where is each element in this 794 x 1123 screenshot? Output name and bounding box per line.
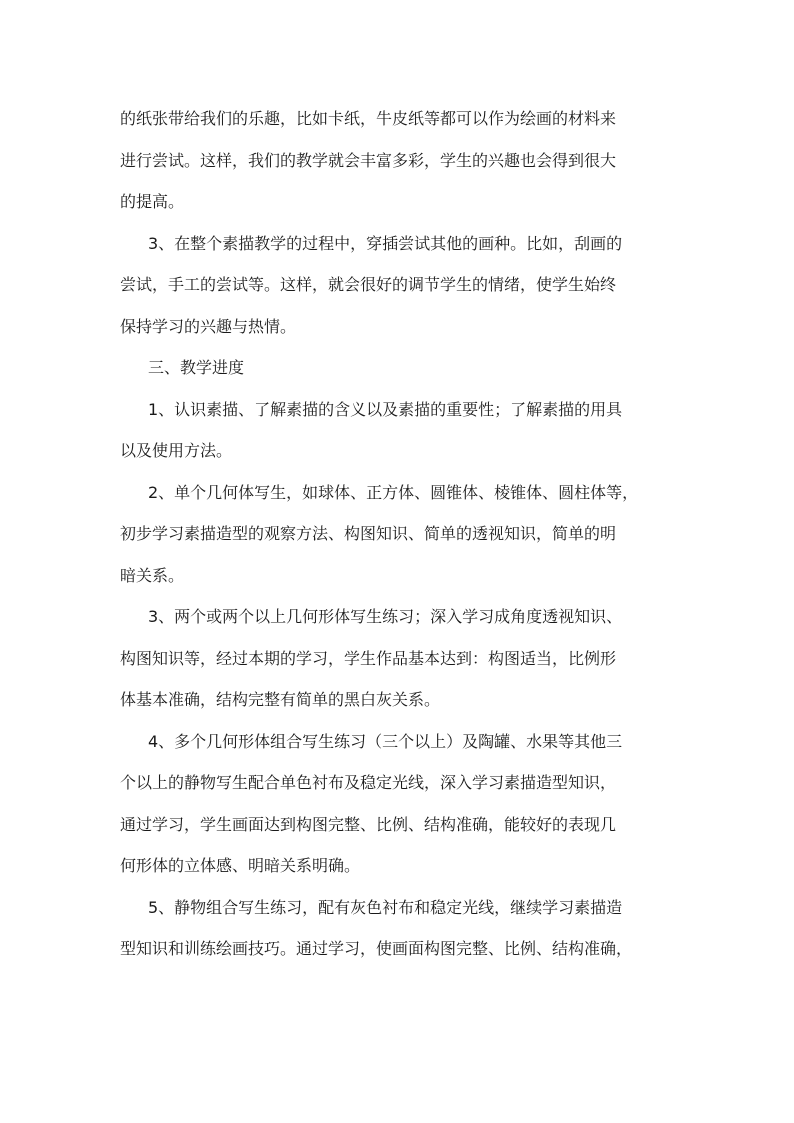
text-line: 型知识和训练绘画技巧。通过学习，使画面构图完整、比例、结构准确， — [120, 939, 633, 958]
text-line: 暗关系。 — [120, 565, 185, 585]
progress-item-2: 2、单个几何体写生，如球体、正方体、圆锥体、棱锥体、圆柱体等， — [148, 482, 639, 502]
paragraph-3-start: 3、在整个素描教学的过程中，穿插尝试其他的画种。比如，刮画的 — [148, 233, 623, 253]
progress-item-1: 1、认识素描、了解素描的含义以及素描的重要性；了解素描的用具 — [148, 399, 623, 419]
progress-item-3: 3、两个或两个以上几何形体写生练习；深入学习成角度透视知识、 — [148, 607, 623, 626]
document-body — [120, 98, 676, 970]
progress-item-4: 4、多个几何形体组合写生练习（三个以上）及陶罐、水果等其他三 — [148, 731, 623, 751]
text-line: 体基本准确，结构完整有简单的黑白灰关系。 — [120, 690, 441, 709]
text-line: 保持学习的兴趣与热情。 — [120, 316, 297, 336]
text-line: 个以上的静物写生配合单色衬布及稳定光线，深入学习素描造型知识， — [120, 773, 617, 792]
text-line: 尝试，手工的尝试等。这样，就会很好的调节学生的情绪，使学生始终 — [120, 275, 617, 294]
text-line: 构图知识等，经过本期的学习，学生作品基本达到：构图适当，比例形 — [120, 648, 617, 668]
text-line: 以及使用方法。 — [120, 441, 233, 460]
section-heading-teaching-progress: 三、教学进度 — [148, 358, 245, 377]
progress-item-5: 5、静物组合写生练习，配有灰色衬布和稳定光线，继续学习素描造 — [148, 897, 623, 917]
text-line: 的提高。 — [120, 192, 185, 211]
text-line: 何形体的立体感、明暗关系明确。 — [120, 856, 361, 875]
text-line: 的纸张带给我们的乐趣，比如卡纸，牛皮纸等都可以作为绘画的材料来 — [120, 109, 617, 128]
text-line: 通过学习，学生画面达到构图完整、比例、结构准确，能较好的表现几 — [120, 814, 617, 834]
text-line: 进行尝试。这样，我们的教学就会丰富多彩，学生的兴趣也会得到很大 — [120, 150, 617, 170]
text-line: 初步学习素描造型的观察方法、构图知识、简单的透视知识，简单的明 — [120, 524, 617, 543]
